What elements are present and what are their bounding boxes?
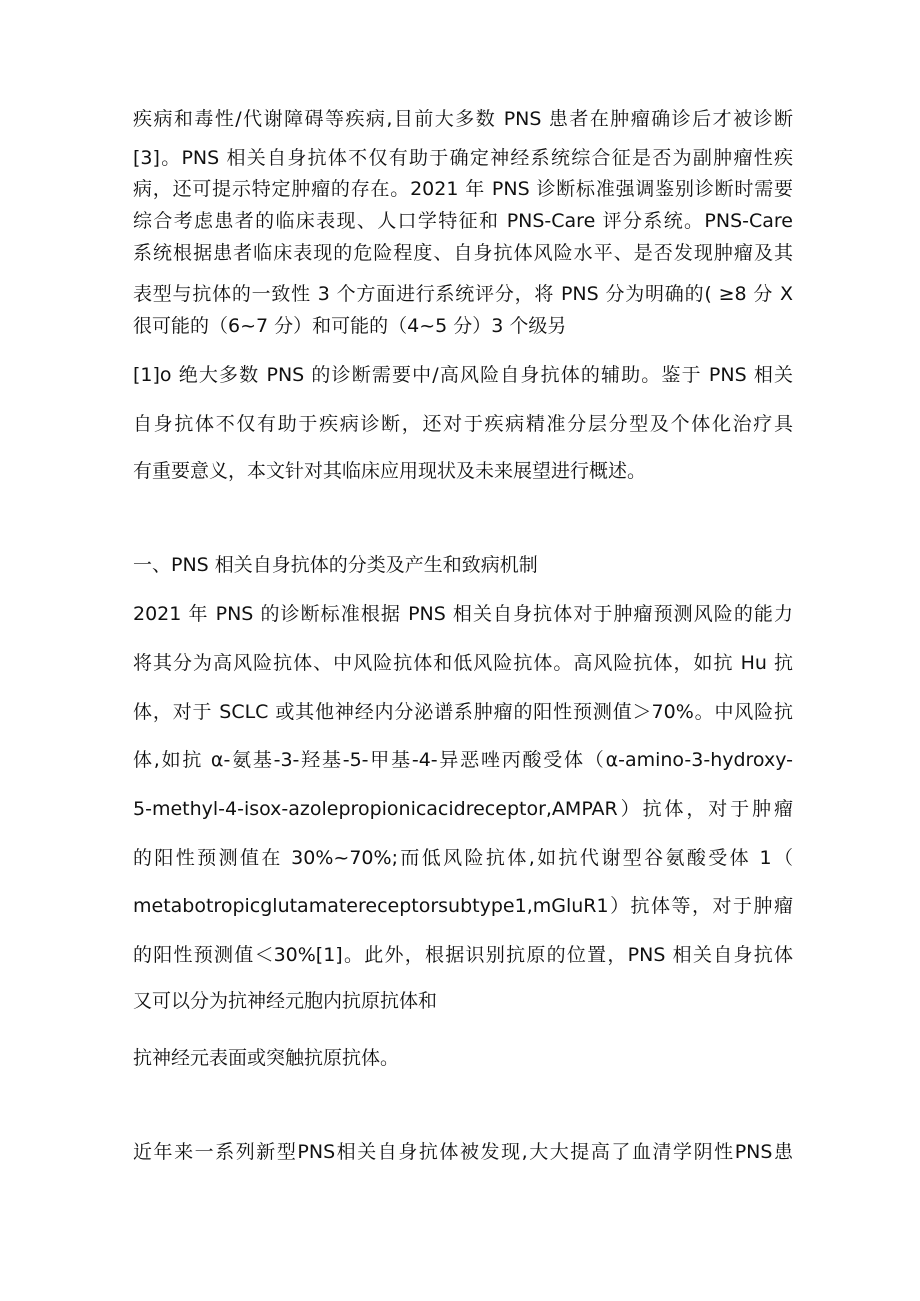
paragraph-5-line-1: 近年来一系列新型PNS相关自身抗体被发现,大大提高了血清学阴性PNS患 <box>133 1141 793 1163</box>
paragraph-1-line-4: 综合考虑患者的临床表现、人口学特征和 PNS-Care 评分系统。PNS-Care <box>133 210 793 232</box>
paragraph-1-line-1: 疾病和毒性/代谢障碍等疾病,目前大多数 PNS 患者在肿瘤确诊后才被诊断 <box>133 108 793 130</box>
paragraph-1-line-7: 很可能的（6~7 分）和可能的（4~5 分）3 个级另 <box>133 315 567 337</box>
paragraph-1-line-5: 系统根据患者临床表现的危险程度、自身抗体风险水平、是否发现肿瘤及其 <box>133 242 793 264</box>
paragraph-2-line-2: 自身抗体不仅有助于疾病诊断，还对于疾病精准分层分型及个体化治疗具 <box>133 413 793 435</box>
paragraph-3-line-6: 的阳性预测值在 30%~70%;而低风险抗体,如抗代谢型谷氨酸受体 1（ <box>133 847 793 869</box>
paragraph-3-line-2: 将其分为高风险抗体、中风险抗体和低风险抗体。高风险抗体，如抗 Hu 抗 <box>133 652 793 674</box>
paragraph-1-line-2: [3]。PNS 相关自身抗体不仅有助于确定神经系统综合征是否为副肿瘤性疾 <box>133 147 793 169</box>
paragraph-3-line-5: 5-methyl-4-isox-azolepropionicacidreceptor,AMPAR）抗体，对于肿瘤 <box>133 798 793 820</box>
paragraph-1-line-6: 表型与抗体的一致性 3 个方面进行系统评分，将 PNS 分为明确的( ≥8 分 X <box>133 283 793 305</box>
paragraph-3-line-9: 又可以分为抗神经元胞内抗原抗体和 <box>133 990 438 1012</box>
paragraph-3-line-1: 2021 年 PNS 的诊断标准根据 PNS 相关自身抗体对于肿瘤预测风险的能力 <box>133 603 793 625</box>
paragraph-3-line-7: metabotropicglutamatereceptorsubtype1,mGluR1）抗体等，对于肿瘤 <box>133 895 793 917</box>
paragraph-1-line-3: 病，还可提示特定肿瘤的存在。2021 年 PNS 诊断标准强调鉴别诊断时需要 <box>133 178 793 200</box>
paragraph-2-line-3: 有重要意义，本文针对其临床应用现状及未来展望进行概述。 <box>133 460 647 482</box>
paragraph-3-line-4: 体,如抗 α-氨基-3-羟基-5-甲基-4-异恶唑丙酸受体（α-amino-3-hydroxy- <box>133 749 793 771</box>
paragraph-4: 抗神经元表面或突触抗原抗体。 <box>133 1047 400 1069</box>
section-heading: 一、PNS 相关自身抗体的分类及产生和致病机制 <box>133 554 538 576</box>
paragraph-2-line-1: [1]o 绝大多数 PNS 的诊断需要中/高风险自身抗体的辅助。鉴于 PNS 相关 <box>133 364 793 386</box>
paragraph-3-line-8: 的阳性预测值＜30%[1]。此外，根据识别抗原的位置，PNS 相关自身抗体 <box>133 944 793 966</box>
paragraph-3-line-3: 体，对于 SCLC 或其他神经内分泌谱系肿瘤的阳性预测值＞70%。中风险抗 <box>133 701 793 723</box>
